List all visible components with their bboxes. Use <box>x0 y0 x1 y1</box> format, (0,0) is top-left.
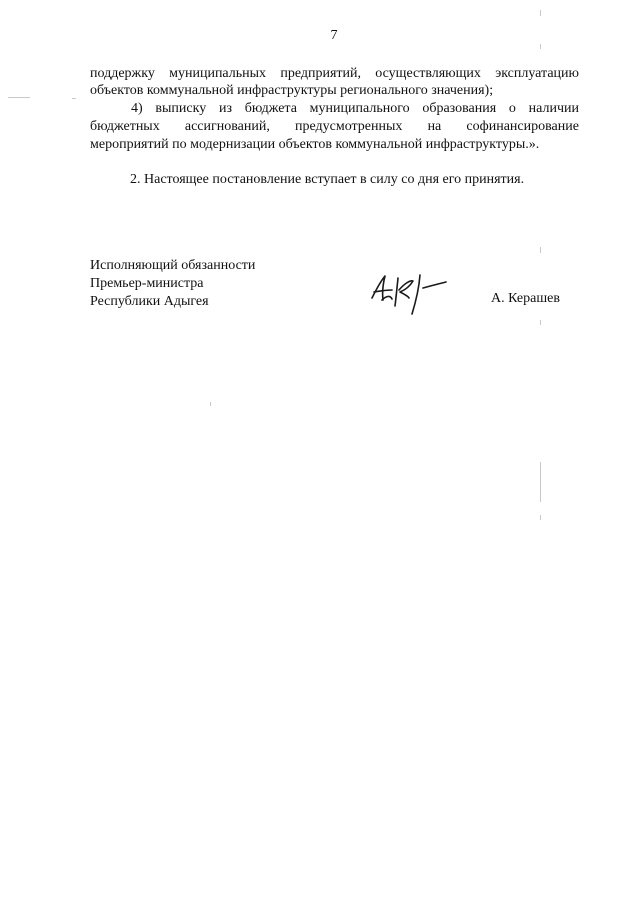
word: ассигнований, <box>184 119 270 134</box>
word: эксплуатацию <box>495 66 579 81</box>
word: выписку <box>155 101 207 116</box>
word: осуществляющих <box>375 66 481 81</box>
position-line: Премьер-министра <box>90 276 204 291</box>
scan-speck <box>540 320 541 325</box>
scan-speck <box>540 515 541 520</box>
word: софинансирование <box>466 119 579 134</box>
word: из <box>218 101 232 116</box>
scan-speck <box>540 44 541 49</box>
signer-position <box>90 257 255 311</box>
signer-name: А. Керашев <box>491 291 560 306</box>
scan-speck <box>72 98 76 99</box>
position-line: Республики Адыгея <box>90 294 209 309</box>
scan-speck <box>540 10 541 16</box>
word: образования <box>422 101 497 116</box>
scan-speck <box>8 97 30 98</box>
page-number: 7 <box>330 28 338 43</box>
word: на <box>427 119 442 134</box>
word: поддержку <box>90 66 155 81</box>
paragraph-1-line-1 <box>90 65 579 83</box>
handwritten-signature <box>368 268 456 318</box>
word: 4) <box>131 101 143 116</box>
paragraph-2-line-2 <box>90 118 579 136</box>
word: бюджетных <box>90 119 160 134</box>
paragraph-2-line-3: мероприятий по модернизации объектов коммунальной инфраструктуры.». <box>90 137 540 152</box>
paragraph-3: 2. Настоящее постановление вступает в силу со дня его принятия. <box>130 172 525 187</box>
word: предприятий, <box>280 66 361 81</box>
paragraph-1-line-2: объектов коммунальной инфраструктуры регионального значения); <box>90 83 494 98</box>
scan-speck <box>540 462 541 502</box>
paragraph-2-line-1 <box>131 100 579 118</box>
position-line: Исполняющий обязанности <box>90 258 256 273</box>
scan-speck <box>540 247 541 253</box>
word: муниципальных <box>169 66 267 81</box>
scan-speck <box>210 402 211 406</box>
word: муниципального <box>309 101 410 116</box>
word: предусмотренных <box>294 119 403 134</box>
word: о <box>508 101 516 116</box>
word: бюджета <box>244 101 297 116</box>
word: наличии <box>528 101 579 116</box>
